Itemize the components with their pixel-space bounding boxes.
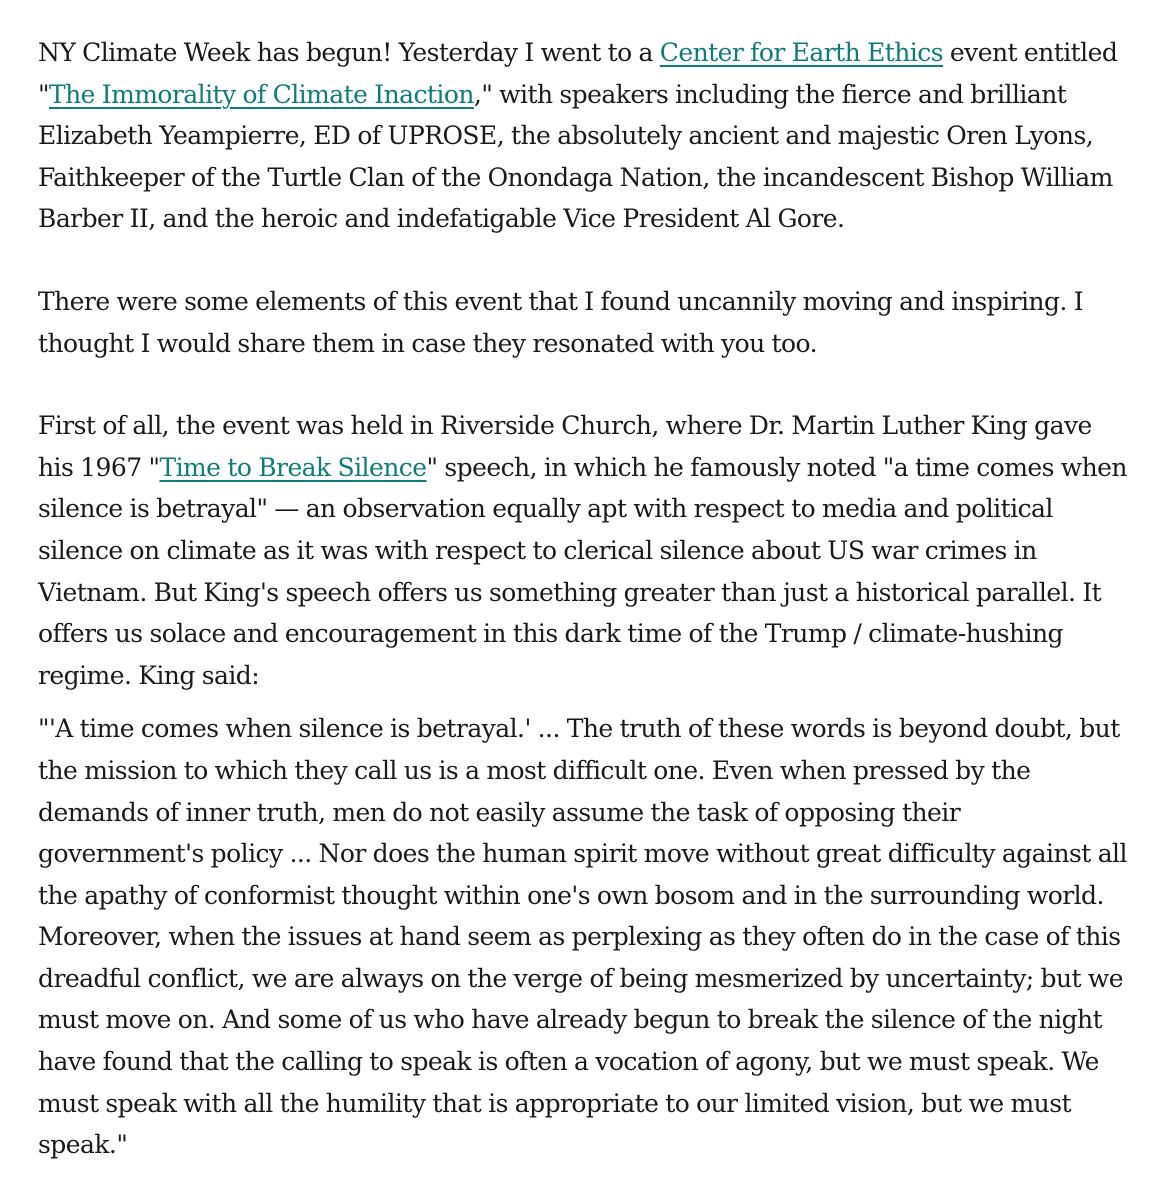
paragraph-riverside-church (38, 405, 1128, 696)
intro-text-1: NY Climate Week has begun! Yesterday I went to a (38, 38, 660, 67)
intro-text-3: ," with speakers including the fierce and brilliant Elizabeth Yeampierre, ED of UPROSE, the absolutely ancient and majestic Oren Lyons, Faithkeeper of the Turtle Clan of the Onondaga Nation, the incandescent Bishop William Barber II, and the heroic and indefatigable Vice President Al Gore. (38, 79, 1113, 234)
link-immorality-of-climate-inaction[interactable]: The Immorality of Climate Inaction (48, 79, 474, 109)
paragraph-moving-elements: There were some elements of this event that I found uncannily moving and inspiring. I thought I would share them in case they resonated with you too. (38, 286, 1084, 358)
link-time-to-break-silence[interactable]: Time to Break Silence (159, 452, 427, 482)
paragraph-intro (38, 32, 1128, 240)
paragraph-king-quote: "'A time comes when silence is betrayal.' ... The truth of these words is beyond doubt, but the mission to which they call us is a most difficult one. Even when pressed by the demands of inner truth, men do not easily assume the task of opposing their government's policy ... Nor does the human spirit move without great difficulty against all the apathy of conformist thought within one's own bosom and in the surrounding world. Moreover, when the issues at hand seem as perplexing as they often do in the case of this dreadful conflict, we are always on the verge of being mesmerized by uncertainty; but we must move on. And some of us who have already begun to break the silence of the night have found that the calling to speak is often a vocation of agony, but we must speak. We must speak with all the humility that is appropriate to our limited vision, but we must speak." (38, 714, 1127, 1160)
article-body (38, 32, 1128, 1166)
riverside-text-1: First of all, the event was held in Riverside Church, where Dr. Martin Luther King gave his 1967 " (38, 411, 1092, 482)
link-center-for-earth-ethics[interactable]: Center for Earth Ethics (659, 38, 943, 67)
riverside-text-2: " speech, in which he famously noted "a time comes when silence is betrayal" — an observation equally apt with respect to media and political silence on climate as it was with respect to clerical silence about US war crimes in Vietnam. But King's speech offers us something greater than just a historical parallel. It offers us solace and encouragement in this dark time of the Trump / climate-hushing regime. King said: (38, 452, 1127, 690)
intro-text-2: event entitled " (38, 38, 1118, 109)
